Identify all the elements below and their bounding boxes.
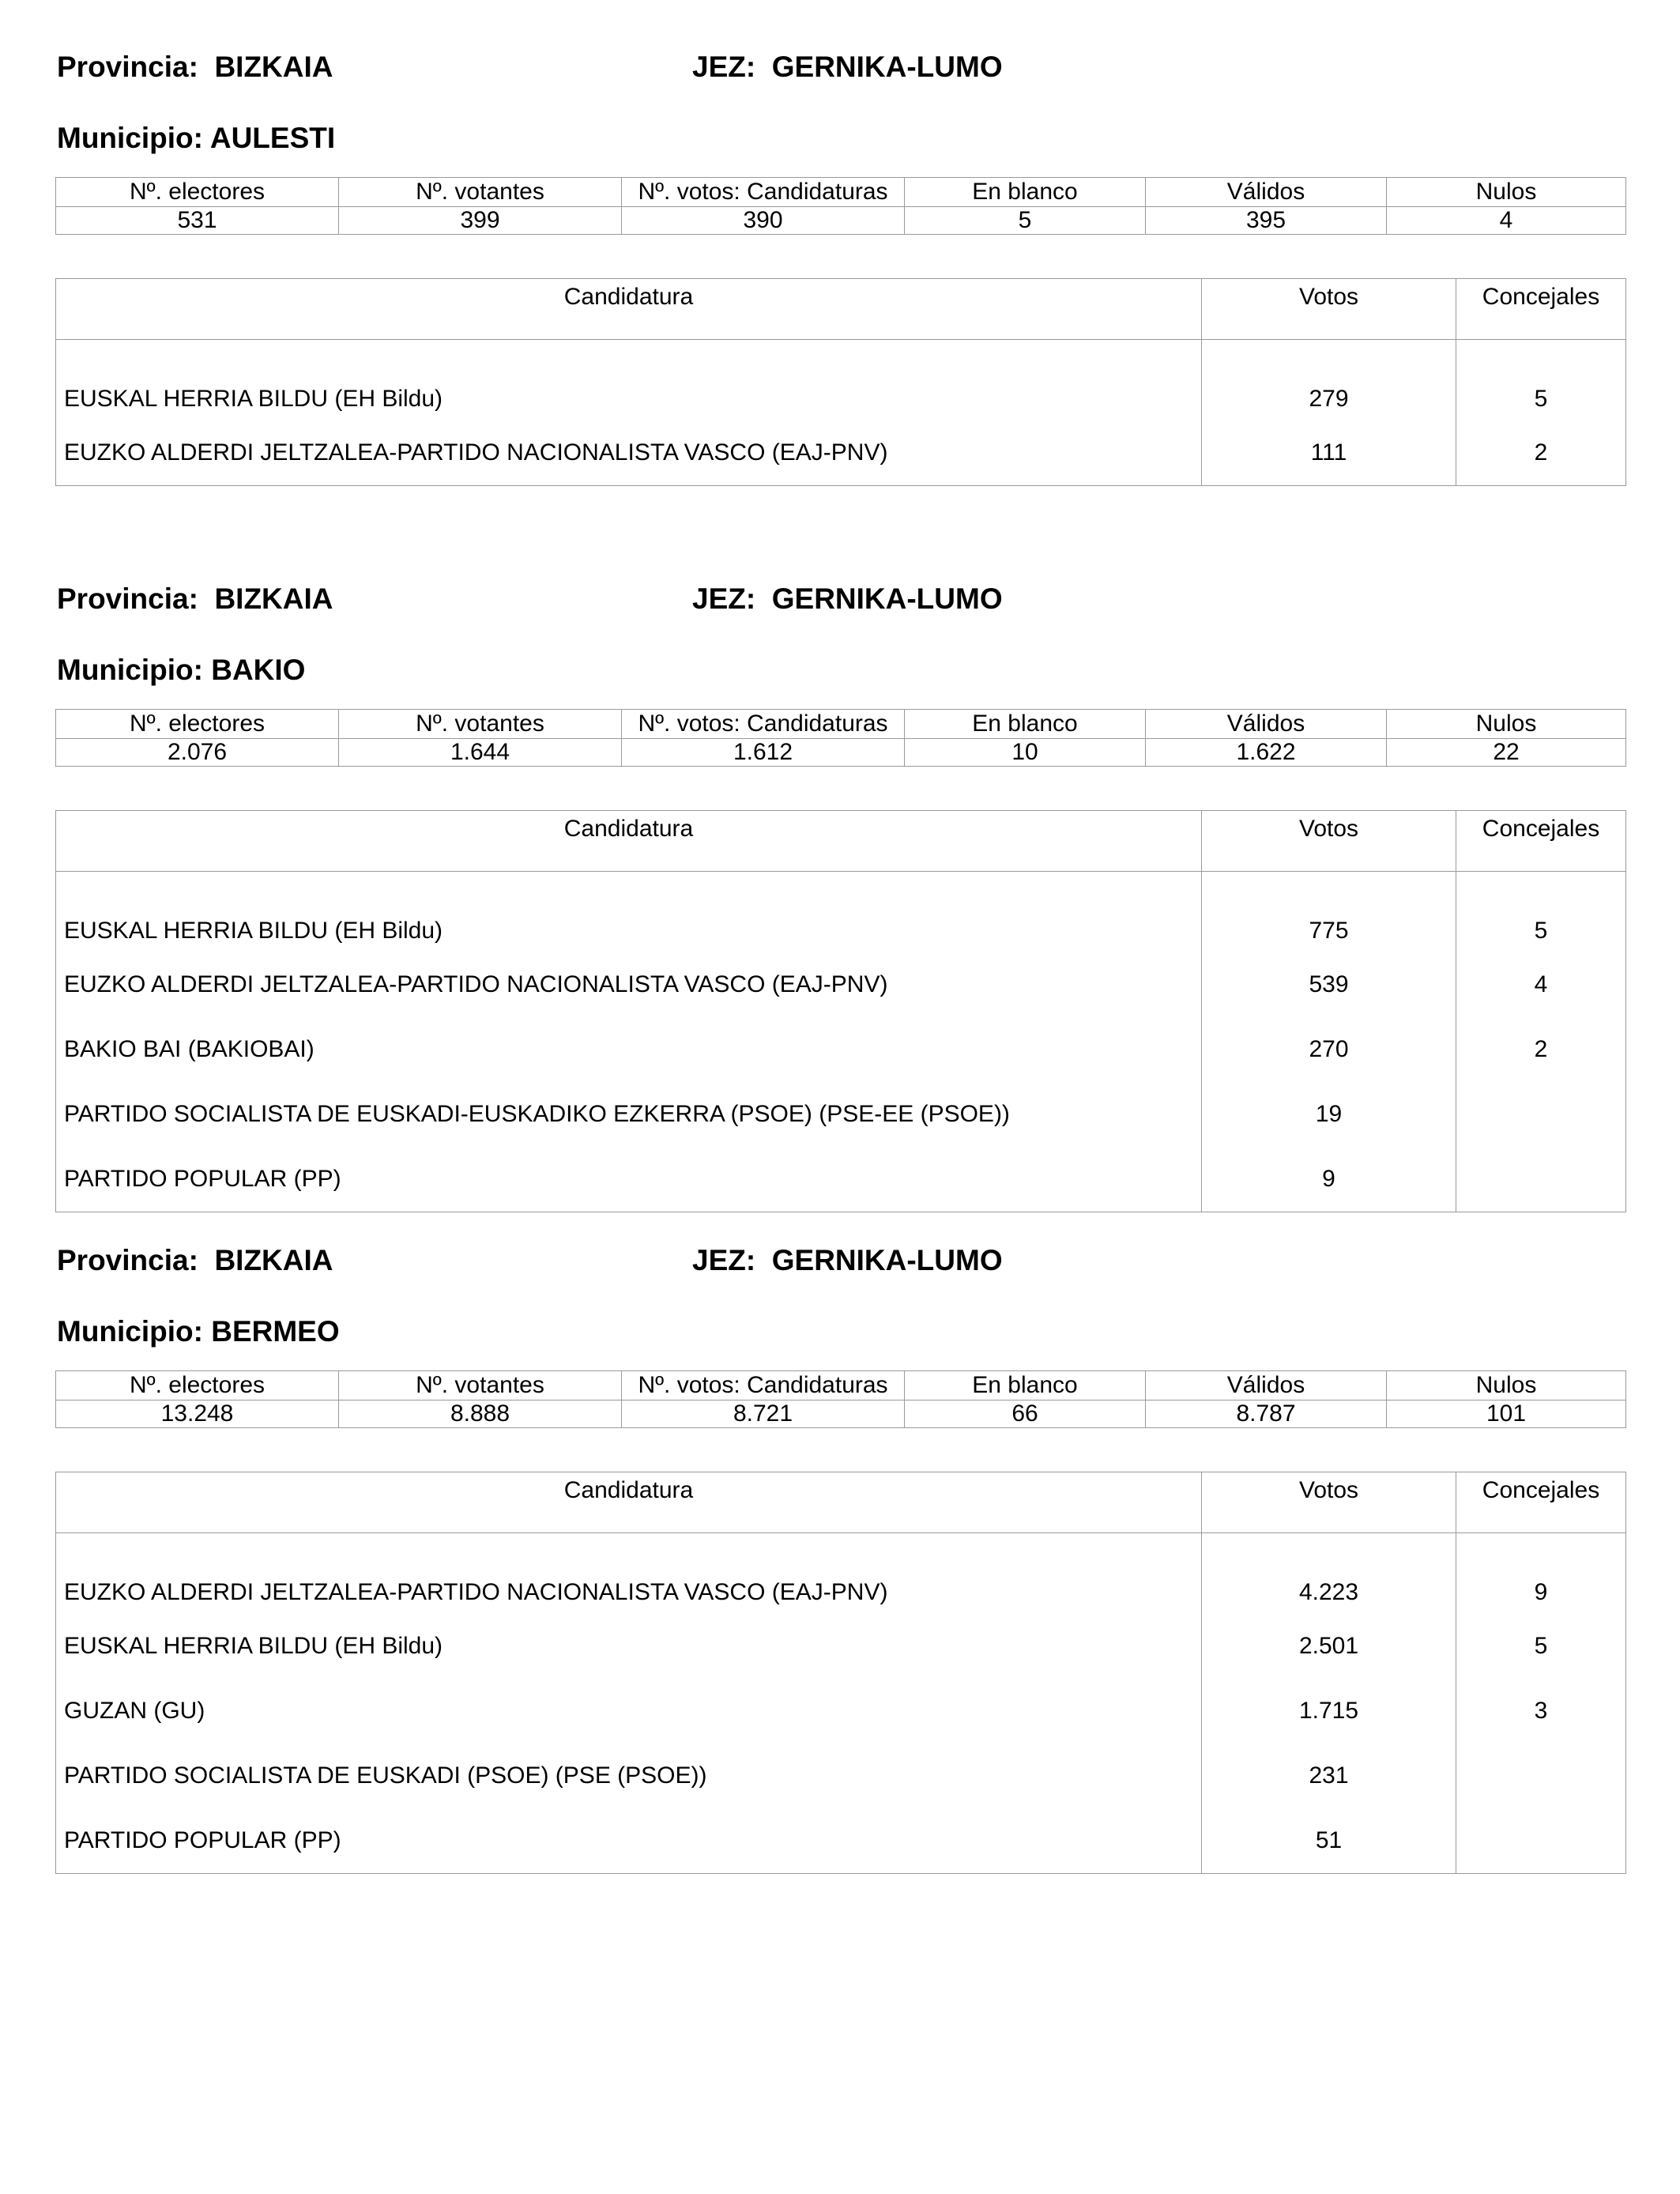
candidate-concejales: 2 [1456, 1017, 1626, 1082]
candidate-concejales: 4 [1456, 952, 1626, 1017]
candidate-votos: 539 [1202, 952, 1456, 1017]
candidate-row [56, 1082, 1626, 1147]
candidate-row [56, 1614, 1626, 1679]
stats-header-cell: Válidos [1146, 1371, 1387, 1400]
stats-value-cell: 22 [1387, 739, 1626, 767]
candidate-name: EUSKAL HERRIA BILDU (EH Bildu) [64, 386, 443, 412]
candidate-row [56, 1533, 1626, 1615]
candidate-row [56, 1147, 1626, 1212]
candidate-row [56, 1808, 1626, 1874]
section-header [55, 1241, 1625, 1280]
candidate-concejales: 9 [1456, 1533, 1626, 1615]
candidate-name: EUSKAL HERRIA BILDU (EH Bildu) [64, 1633, 443, 1659]
stats-value-cell: 399 [339, 207, 622, 235]
stats-value-cell: 66 [905, 1400, 1146, 1428]
candidate-concejales: 2 [1456, 420, 1626, 486]
stats-table [55, 709, 1626, 767]
stats-value-cell: 13.248 [56, 1400, 339, 1428]
candidate-row [56, 1679, 1626, 1744]
candidate-votos: 19 [1202, 1082, 1456, 1147]
concejales-header: Concejales [1456, 279, 1626, 340]
jez-label: JEZ: GERNIKA-LUMO [692, 1244, 1003, 1276]
candidate-votos: 4.223 [1202, 1533, 1456, 1615]
stats-header-cell: Nº. electores [56, 710, 339, 739]
candidate-name: EUZKO ALDERDI JELTZALEA-PARTIDO NACIONALISTA VASCO (EAJ-PNV) [64, 439, 888, 466]
candidate-concejales [1456, 1147, 1626, 1212]
stats-value-cell: 5 [905, 207, 1146, 235]
candidate-concejales: 3 [1456, 1679, 1626, 1744]
stats-header-row [56, 710, 1626, 739]
section-header [55, 579, 1625, 619]
jez-label: JEZ: GERNIKA-LUMO [692, 51, 1003, 83]
stats-header-cell: Nº. votantes [339, 710, 622, 739]
stats-value-cell: 1.612 [622, 739, 905, 767]
provincia-label: Provincia: BIZKAIA [57, 51, 333, 83]
candidate-row [56, 952, 1626, 1017]
stats-value-cell: 101 [1387, 1400, 1626, 1428]
concejales-header: Concejales [1456, 1472, 1626, 1533]
provincia-label: Provincia: BIZKAIA [57, 582, 333, 615]
candidate-concejales: 5 [1456, 1614, 1626, 1679]
municipio-title: Municipio: BERMEO [57, 1315, 340, 1348]
candidate-name: BAKIO BAI (BAKIOBAI) [64, 1036, 315, 1062]
candidate-row [56, 1744, 1626, 1808]
candidate-name: PARTIDO SOCIALISTA DE EUSKADI-EUSKADIKO EZKERRA (PSOE) (PSE-EE (PSOE)) [64, 1101, 1010, 1127]
candidate-row [56, 340, 1626, 421]
stats-value-cell: 8.721 [622, 1400, 905, 1428]
candidates-header-row [56, 1472, 1626, 1533]
candidate-votos: 279 [1202, 340, 1456, 421]
candidate-concejales: 5 [1456, 872, 1626, 953]
candidate-name: PARTIDO SOCIALISTA DE EUSKADI (PSOE) (PSE (PSOE)) [64, 1762, 707, 1789]
stats-header-cell: Nº. electores [56, 178, 339, 207]
stats-header-cell: Válidos [1146, 178, 1387, 207]
candidates-table [55, 1472, 1626, 1874]
candidate-votos: 9 [1202, 1147, 1456, 1212]
stats-header-cell: Nº. votos: Candidaturas [622, 710, 905, 739]
stats-value-cell: 2.076 [56, 739, 339, 767]
stats-header-cell: Nulos [1387, 710, 1626, 739]
stats-value-cell: 395 [1146, 207, 1387, 235]
candidate-concejales [1456, 1082, 1626, 1147]
stats-header-cell: En blanco [905, 178, 1146, 207]
candidate-votos: 270 [1202, 1017, 1456, 1082]
candidate-concejales [1456, 1744, 1626, 1808]
stats-value-row [56, 739, 1626, 767]
stats-header-cell: Nº. electores [56, 1371, 339, 1400]
candidate-votos: 1.715 [1202, 1679, 1456, 1744]
candidates-table [55, 278, 1626, 486]
concejales-header: Concejales [1456, 811, 1626, 872]
stats-value-cell: 8.787 [1146, 1400, 1387, 1428]
votos-header: Votos [1202, 811, 1456, 872]
stats-value-cell: 1.644 [339, 739, 622, 767]
stats-header-cell: En blanco [905, 1371, 1146, 1400]
candidate-concejales [1456, 1808, 1626, 1874]
stats-value-cell: 390 [622, 207, 905, 235]
candidate-name: EUZKO ALDERDI JELTZALEA-PARTIDO NACIONALISTA VASCO (EAJ-PNV) [64, 1579, 888, 1605]
votos-header: Votos [1202, 279, 1456, 340]
candidatura-header: Candidatura [56, 279, 1202, 340]
candidate-row [56, 1017, 1626, 1082]
candidate-concejales: 5 [1456, 340, 1626, 421]
candidate-votos: 231 [1202, 1744, 1456, 1808]
candidate-name: EUSKAL HERRIA BILDU (EH Bildu) [64, 918, 443, 944]
stats-header-cell: Nº. votos: Candidaturas [622, 1371, 905, 1400]
candidate-votos: 2.501 [1202, 1614, 1456, 1679]
municipio-title: Municipio: BAKIO [57, 654, 306, 686]
candidate-name: PARTIDO POPULAR (PP) [64, 1827, 341, 1853]
candidatura-header: Candidatura [56, 1472, 1202, 1533]
stats-header-cell: Nulos [1387, 1371, 1626, 1400]
candidates-header-row [56, 811, 1626, 872]
stats-header-row [56, 178, 1626, 207]
stats-value-cell: 531 [56, 207, 339, 235]
stats-header-cell: Nº. votantes [339, 178, 622, 207]
section-header [55, 47, 1625, 87]
stats-value-cell: 8.888 [339, 1400, 622, 1428]
stats-value-row [56, 207, 1626, 235]
candidate-name: GUZAN (GU) [64, 1698, 205, 1724]
candidate-votos: 775 [1202, 872, 1456, 953]
candidates-header-row [56, 279, 1626, 340]
stats-value-row [56, 1400, 1626, 1428]
stats-value-cell: 1.622 [1146, 739, 1387, 767]
stats-header-cell: Nulos [1387, 178, 1626, 207]
candidate-row [56, 872, 1626, 953]
votos-header: Votos [1202, 1472, 1456, 1533]
municipio-title: Municipio: AULESTI [57, 122, 336, 154]
candidates-table [55, 810, 1626, 1212]
stats-table [55, 177, 1626, 235]
candidate-votos: 111 [1202, 420, 1456, 486]
candidatura-header: Candidatura [56, 811, 1202, 872]
candidate-name: PARTIDO POPULAR (PP) [64, 1166, 341, 1192]
candidate-name: EUZKO ALDERDI JELTZALEA-PARTIDO NACIONALISTA VASCO (EAJ-PNV) [64, 971, 888, 997]
stats-header-cell: En blanco [905, 710, 1146, 739]
candidate-votos: 51 [1202, 1808, 1456, 1874]
candidate-row [56, 420, 1626, 486]
stats-value-cell: 4 [1387, 207, 1626, 235]
jez-label: JEZ: GERNIKA-LUMO [692, 582, 1003, 615]
stats-header-cell: Nº. votos: Candidaturas [622, 178, 905, 207]
provincia-label: Provincia: BIZKAIA [57, 1244, 333, 1276]
stats-header-cell: Válidos [1146, 710, 1387, 739]
stats-header-cell: Nº. votantes [339, 1371, 622, 1400]
stats-header-row [56, 1371, 1626, 1400]
stats-table [55, 1370, 1626, 1428]
stats-value-cell: 10 [905, 739, 1146, 767]
